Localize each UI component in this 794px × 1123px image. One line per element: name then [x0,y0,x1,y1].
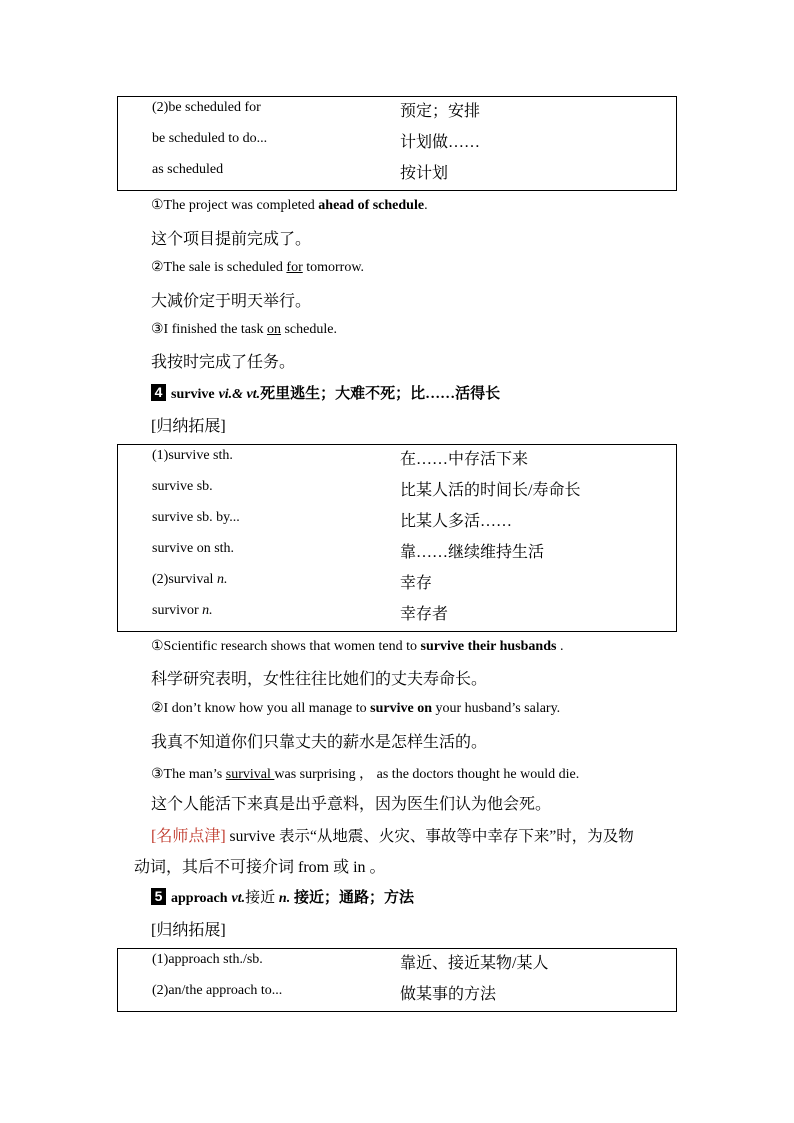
table-cell-en: (2)an/the approach to... [152,983,283,998]
example-text: ①Scientific research shows that women tend to [151,639,421,654]
expand-label: [归纳拓展] [151,922,226,939]
table-cell-zh: 靠近、接近某物/某人 [400,955,549,972]
table-cell-zh: 计划做…… [400,134,481,151]
table-cell-text: survivor [152,603,203,618]
table-cell-en: be scheduled to do... [152,131,268,146]
table-cell-en [152,572,227,588]
table-cell-text: (2)survival [152,572,217,587]
table-cell-zh: 幸存者 [400,606,449,623]
example-text: tomorrow. [302,260,365,275]
example-translation: 我真不知道你们只靠丈夫的薪水是怎样生活的。 [151,734,488,751]
example-keyphrase: ahead of schedule [318,198,425,213]
example-text: your husband’s salary. [432,701,561,716]
table-cell-en: (1)survive sth. [152,448,233,463]
table-cell-zh: 比某人活的时间长/寿命长 [400,482,581,499]
table-row [118,949,676,980]
expand-label: [归纳拓展] [151,418,226,435]
example-text: ②I don’t know how you all manage to [151,701,371,716]
table-cell-zh: 预定；安排 [400,103,481,120]
example-text: schedule. [280,322,337,337]
section-number-badge: 4 [151,384,166,401]
example-translation: 科学研究表明，女性往往比她们的丈夫寿命长。 [151,671,488,688]
table-row [118,97,676,128]
table-cell-en: survive sb. [152,479,213,494]
example-keyword: for [286,260,303,275]
table-cell-zh: 比某人多活…… [400,513,513,530]
table-row [118,569,676,600]
schedule-table [117,96,677,191]
table-cell-zh: 做某事的方法 [400,986,497,1003]
example-sentence [151,700,560,717]
example-sentence [151,638,563,655]
example-keyphrase: survive their husbands [420,639,557,654]
table-cell-en: survive on sth. [152,541,235,556]
table-row [118,445,676,476]
example-text: . [424,198,428,213]
table-row [118,538,676,569]
example-text: ②The sale is scheduled [151,260,287,275]
table-cell-en: as scheduled [152,162,224,177]
example-translation: 我按时完成了任务。 [151,354,296,371]
example-text: ③The man’s [151,767,226,782]
table-cell-en: (2)be scheduled for [152,100,261,115]
table-cell-zh: 幸存 [400,575,433,592]
teacher-tip [151,823,634,846]
table-cell-zh: 按计划 [400,165,449,182]
headword-meaning: 死里逃生；大难不死；比……活得长 [260,386,501,402]
example-text: . [556,639,564,654]
table-cell-zh: 在……中存活下来 [400,451,529,468]
table-row [118,476,676,507]
headword-meaning: 接近 [245,890,279,906]
table-row [118,980,676,1011]
section-heading [151,886,414,907]
table-row [118,159,676,190]
table-cell-zh: 靠……继续维持生活 [400,544,545,561]
headword-meaning: 接近；通路；方法 [290,890,414,906]
example-sentence [151,197,428,214]
example-keyword: survival [225,767,275,782]
tip-label: [名师点津] [151,828,226,845]
example-translation: 这个项目提前完成了。 [151,231,312,248]
headword: survive [171,387,215,402]
table-cell-en: survive sb. by... [152,510,240,525]
example-keyphrase: survive on [370,701,432,716]
tip-text: survive 表示“从地震、火灾、事故等中幸存下来”时，为及物 [225,828,634,845]
part-of-speech: vi.& vt. [218,387,261,402]
example-translation: 大减价定于明天举行。 [151,293,312,310]
tip-text-continued: 动词，其后不可接介词 from 或 in 。 [134,859,386,876]
example-text: ①The project was completed [151,198,319,213]
survive-table [117,444,677,632]
table-cell-en [152,603,213,619]
approach-table [117,948,677,1012]
table-row [118,600,676,631]
example-sentence [151,259,364,276]
part-of-speech: n. [216,572,228,587]
section-number-badge: 5 [151,888,166,905]
part-of-speech: n. [278,891,291,906]
table-cell-en: (1)approach sth./sb. [152,952,263,967]
table-row [118,128,676,159]
example-sentence [151,763,579,783]
example-translation: 这个人能活下来真是出乎意料，因为医生们认为他会死。 [151,796,552,813]
table-row [118,507,676,538]
example-keyword: on [266,322,281,337]
part-of-speech: vt. [231,891,246,906]
example-sentence [151,321,337,338]
section-heading [151,382,500,403]
example-text: was surprising ， as the doctors thought he would die. [274,767,580,782]
headword: approach [171,891,228,906]
part-of-speech: n. [202,603,213,618]
example-text: ③I finished the task [151,322,267,337]
